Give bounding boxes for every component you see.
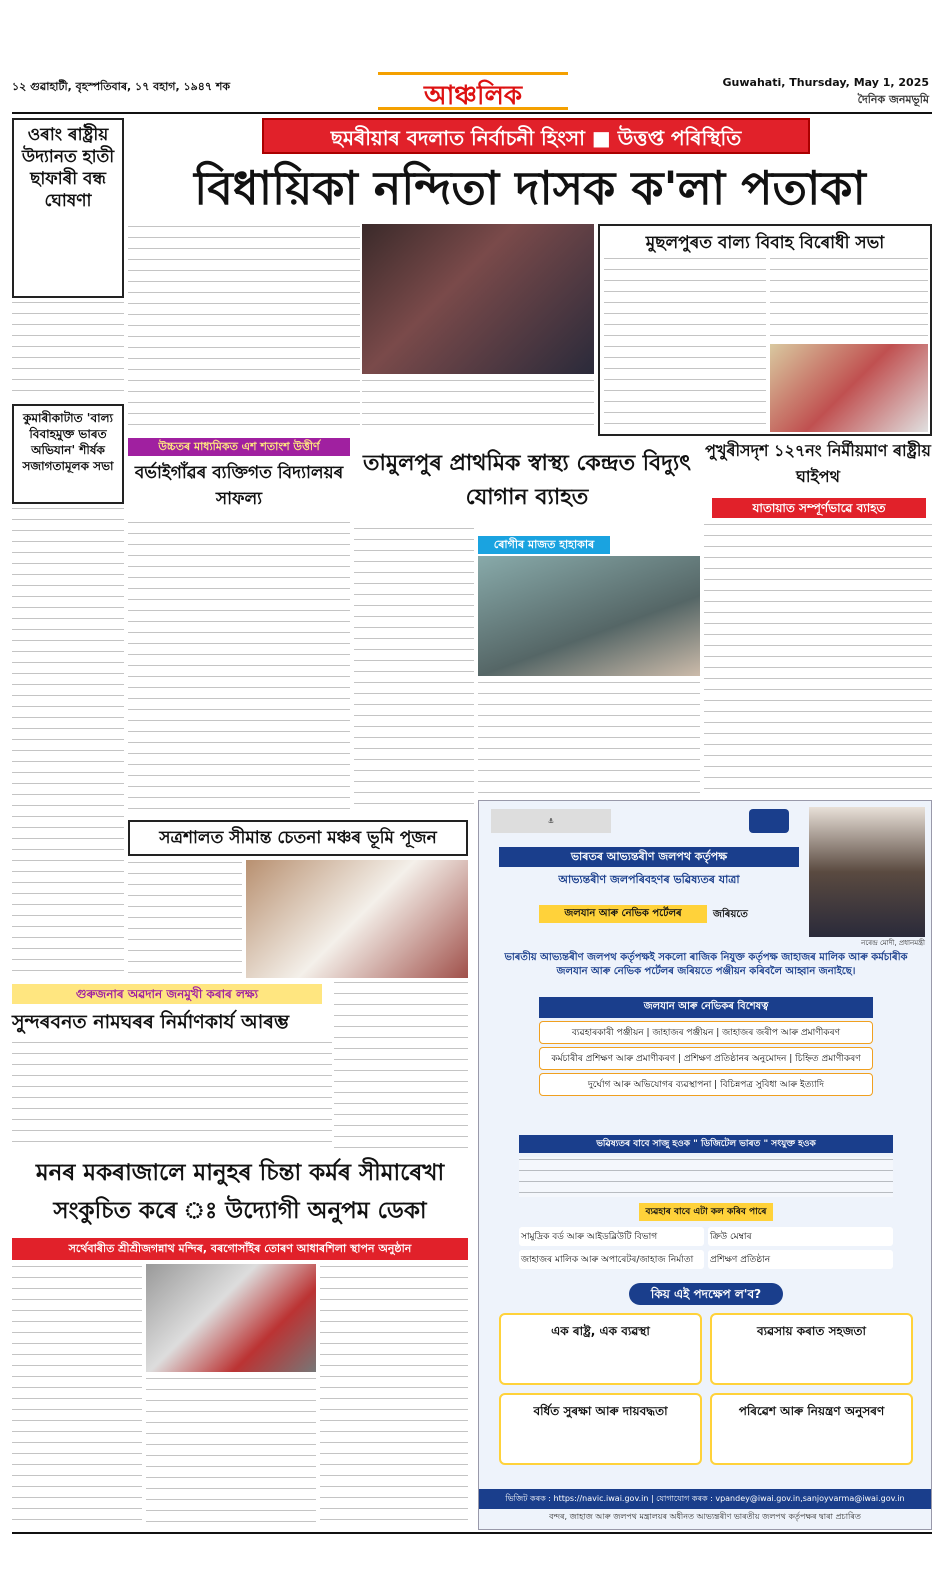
section-title: আঞ্চলিক: [378, 72, 568, 110]
mushalpur-body: [604, 256, 766, 432]
exam-tag: উচ্চতৰ মাধ্যমিকত এশ শতাংশ উত্তীৰ্ণ: [128, 438, 350, 456]
date-line: Guwahati, Thursday, May 1, 2025: [722, 76, 929, 89]
story-title-kumarikata: কুমাৰীকাটাত 'বাল্য বিবাহমুক্ত ভাৰত অভিযান' শীৰ্ষক সজাগতামূলক সভা: [22, 411, 114, 473]
portal-suffix: জৰিয়তে: [713, 909, 748, 920]
main-story-body: [128, 224, 360, 434]
ad-announce: ভাৰতীয় আভ্যন্তৰীণ জলপথ কৰ্তৃপক্ষই সকলো ৰাজিক নিযুক্ত কৰ্তৃপক্ষ জাহাজৰ মালিক আৰু কৰ্মচাৰীক জলযান আৰু নেভিক পৰ্টেলৰ জৰিয়তে পঞ্জীয়ন কৰিবলৈ আহ্বান জনাইছে।: [504, 952, 908, 977]
story-body-kumarikata: [12, 506, 124, 980]
exam-body: [128, 520, 350, 810]
namghar-tag: গুৰুজনাৰ অৱদান জনমুখী কৰাৰ লক্ষ্য: [12, 984, 322, 1004]
left-story-box-1: [12, 118, 124, 298]
tamulpur-title: তামুলপুৰ প্ৰাথমিক স্বাস্থ্য কেন্দ্ৰত বিদ্যুৎ যোগান ব্যাহত: [363, 450, 691, 510]
portal-label: জলযান আৰু নেভিক পৰ্টেলৰ: [539, 905, 707, 923]
border-title-box: [128, 820, 468, 856]
iwai-advertisement: [478, 800, 932, 1530]
left-story-box-2: [12, 404, 124, 504]
why-title: কিয় এই পদক্ষেপ ল'ব?: [629, 1283, 783, 1305]
header-rule: [12, 112, 932, 114]
benefit-card: বৰ্ধিত সুৰক্ষা আৰু দায়বদ্ধতা: [499, 1393, 702, 1465]
ministry-logo: ⚓: [491, 809, 611, 833]
ad-subtitle: আভ্যন্তৰীণ জলপৰিবহণৰ ভৱিষ্যতৰ যাত্ৰা: [558, 873, 740, 886]
use-item: ক্ৰিউ মেম্বাৰ: [708, 1227, 893, 1246]
deka-title: মনৰ মকৰাজালে মানুহৰ চিন্তা কৰ্মৰ সীমাৰেখা সংকুচিত কৰে ঃ উদ্যোগী অনুপম ডেকা: [35, 1159, 445, 1224]
footer-rule: [12, 1532, 932, 1534]
use-heading: ব্যৱহাৰ বাবে এটা কল কৰিব পাৰে: [639, 1203, 773, 1221]
mushalpur-photo: [770, 344, 928, 432]
border-title: সত্ৰশালত সীমান্ত চেতনা মঞ্চৰ ভূমি পূজন: [159, 828, 437, 848]
tamulpur-tag: ৰোগীৰ মাজত হাহাকাৰ: [478, 536, 610, 554]
ad-footer-link: ভিজিট কৰক : https://navic.iwai.gov.in | যোগাযোগ কৰক : vpandey@iwai.gov.in,sanjoyvarma@iwai.gov.in: [479, 1489, 931, 1509]
use-items: [519, 1227, 893, 1269]
ad-footer-org: বন্দৰ, জাহাজ আৰু জলপথ মন্ত্ৰালয়ৰ অধীনত আভ্যন্তৰীণ ভাৰতীয় জলপথ কৰ্তৃপক্ষৰ দ্বাৰা প্ৰচাৰিত: [549, 1512, 861, 1521]
mushalpur-box: [598, 224, 932, 436]
digital-heading: ভৱিষ্যতৰ বাবে সাজু হওক " ডিজিটেল ভাৰত " সংযুক্ত হওক: [519, 1135, 893, 1153]
navic-logo: [749, 809, 789, 833]
highway-tag: যাতায়াত সম্পূৰ্ণভাৱে ব্যাহত: [712, 498, 926, 518]
feature-row: কৰ্মচাৰীৰ প্ৰশিক্ষণ আৰু প্ৰমাণীকৰণ | প্ৰশিক্ষণ প্ৰতিষ্ঠানৰ অনুমোদন | চিহ্নিত প্ৰমাণীকৰণ: [539, 1047, 873, 1070]
benefit-card: ব্যৱসায় কৰাত সহজতা: [710, 1313, 913, 1385]
mushalpur-title: মুছলপুৰত বাল্য বিবাহ বিৰোধী সভা: [645, 233, 885, 253]
temple-photo: [146, 1264, 316, 1372]
date-block: [723, 76, 929, 110]
pm-photo: [809, 807, 925, 937]
red-strip: ছমৰীয়াৰ বদলাত নিৰ্বাচনী হিংসা ■ উত্তপ্ত পৰিস্থিতি: [262, 118, 810, 154]
benefit-card: পৰিৱেশ আৰু নিয়ন্ত্ৰণ অনুসৰণ: [710, 1393, 913, 1465]
temple-strip: সৰ্থেবাৰীত শ্ৰীশ্ৰীজগন্নাথ মন্দিৰ, বৰগোসাঁইৰ তোৰণ আধাৰশিলা স্থাপন অনুষ্ঠান: [12, 1238, 468, 1260]
ad-title-bar: ভাৰতৰ আভ্যন্তৰীণ জলপথ কৰ্তৃপক্ষ: [499, 847, 799, 867]
use-item: জাহাজৰ মালিক আৰু অপাৰেটৰ/জাহাজ নিৰ্মাতা: [519, 1250, 704, 1269]
page-info: ১২ গুৱাহাটী, বৃহস্পতিবাৰ, ১৭ বহাগ, ১৯৪৭ শক: [12, 80, 231, 93]
use-item: প্ৰশিক্ষণ প্ৰতিষ্ঠান: [708, 1250, 893, 1269]
hospital-photo: [478, 556, 700, 676]
tamulpur-body-2: [478, 680, 700, 810]
features-section: [539, 997, 873, 1099]
paper-name: দৈনিক জনমভূমি: [857, 93, 929, 106]
namghar-body-2: [334, 980, 468, 1150]
namghar-title: সুন্দৰবনত নামঘৰৰ নিৰ্মাণকাৰ্য আৰম্ভ: [12, 1011, 289, 1033]
digital-body: [519, 1157, 893, 1197]
namghar-body: [12, 1040, 332, 1150]
story-title-orang: ওৰাং ৰাষ্ট্ৰীয় উদ্যানত হাতী ছাফাৰী বন্ধ ঘোষণা: [21, 125, 115, 211]
protest-photo: [362, 224, 594, 374]
temple-body-3: [320, 1264, 468, 1530]
use-item: সামুদ্ৰিক বৰ্ড আৰু আইডব্লিউটি বিভাগ: [519, 1227, 704, 1246]
mushalpur-body-2: [770, 256, 928, 340]
feature-row: দুৰ্ঘোগ আৰু অভিযোগৰ ব্যৱস্থাপনা | বিচিন্নপত্ৰ সুবিধা আৰু ইত্যাদি: [539, 1073, 873, 1096]
main-headline: বিধায়িকা নন্দিতা দাসক ক'লা পতাকা: [194, 161, 866, 215]
features-heading: জলযান আৰু নেভিকৰ বিশেষত্ব: [539, 997, 873, 1018]
temple-body: [12, 1264, 142, 1530]
border-body: [128, 860, 242, 978]
benefit-card: এক ৰাষ্ট্ৰ, এক ব্যৱস্থা: [499, 1313, 702, 1385]
feature-row: ব্যৱহাৰকাৰী পঞ্জীয়ন | জাহাজৰ পঞ্জীয়ন | জাহাজৰ জৰীপ আৰু প্ৰমাণীকৰণ: [539, 1021, 873, 1044]
quote-name: নৰেন্দ্ৰ মোদী, প্ৰধানমন্ত্ৰী: [861, 939, 925, 947]
main-story-body-2: [362, 378, 594, 434]
story-body-orang: [12, 300, 124, 400]
tamulpur-body: [354, 526, 474, 810]
highway-title: পুখুৰীসদৃশ ১২৭নং নিৰ্মীয়মাণ ৰাষ্ট্ৰীয় ঘাইপথ: [705, 441, 931, 486]
highway-body: [704, 522, 932, 796]
border-photo: [246, 860, 468, 978]
benefits-grid: [499, 1313, 913, 1465]
exam-title: বৰ্ভাইগাঁৱৰ ব্যক্তিগত বিদ্যালয়ৰ সাফল্য: [134, 463, 344, 509]
temple-body-2: [146, 1376, 316, 1530]
